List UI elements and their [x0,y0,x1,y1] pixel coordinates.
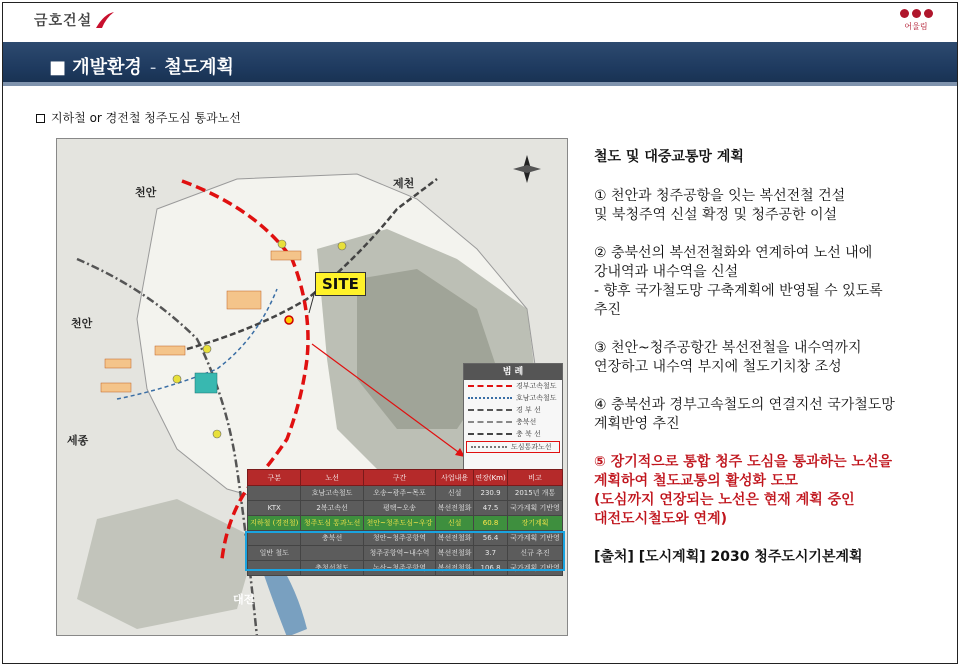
page-title-text: 철도계획 [164,57,234,78]
table-cell: 청주공항역~내수역 [363,546,436,561]
logo-swoosh-icon [94,10,116,30]
table-cell: 충청선철도 [301,561,363,576]
legend-item: 경 부 선 [464,404,562,416]
company-logo [34,10,116,30]
subheading [36,109,241,126]
table-cell: 47.5 [474,501,508,516]
city-label: 세종 [67,434,89,447]
title-bar [3,42,957,86]
legend-item: 호남고속철도 [464,392,562,404]
legend-item: 충 북 선 [464,428,562,440]
table-cell: 오송~광주~목포 [363,486,436,501]
table-header: 연장(Km) [474,470,508,486]
brand-mark [896,9,936,32]
plan-item-highlight: ⑤ 장기적으로 통합 청주 도심을 통과하는 노선을 계획하여 철도교통의 활성화 도모 (도심까지 연장되는 노선은 현재 계획 중인 대전도시철도와 연계) [594,454,893,527]
site-label: SITE [315,272,366,296]
plan-item: ④ 충북선과 경부고속철도의 연결지선 국가철도망 계획반영 추진 [594,397,895,432]
table-cell: 충북선 [301,531,363,546]
table-header-row [248,470,563,486]
table-header: 사업내용 [436,470,474,486]
table-cell: 106.8 [474,561,508,576]
map-legend [463,363,563,471]
title-separator: - [149,57,157,78]
plan-heading: 철도 및 대중교통망 계획 [594,149,744,165]
table-cell: 지하철 (경전철) [248,516,301,531]
table-header: 비고 [508,470,563,486]
table-cell: 국가계획 기반영 [508,561,563,576]
city-label: 천안 [135,186,157,199]
table-row [248,486,563,501]
table-cell: 신규 추진 [508,546,563,561]
table-row [248,501,563,516]
table-header: 구간 [363,470,436,486]
table-cell: 국가계획 기반영 [508,531,563,546]
table-row [248,516,563,531]
table-header: 구분 [248,470,301,486]
brand-dots-icon [896,9,936,18]
table-cell: 천안~청주도심~우강 [363,516,436,531]
plan-text [594,148,944,567]
legend-title: 범 례 [464,364,562,380]
source-citation: [출처] [도시계획] 2030 청주도시기본계획 [594,549,863,565]
table-cell: 일반 철도 [248,546,301,561]
table-cell: 청안~청주공항역 [363,531,436,546]
table-cell: 호남고속철도 [301,486,363,501]
subheading-text: 지하철 or 경전철 청주도심 통과노선 [51,111,241,125]
table-cell: 56.4 [474,531,508,546]
table-cell: 복선전철화 [436,501,474,516]
table-cell: KTX [248,501,301,516]
table-cell: 장기계획 [508,516,563,531]
plan-item: ① 천안과 청주공항을 잇는 복선전철 건설 및 북청주역 신설 확정 및 청주공한 이설 [594,188,846,223]
table-cell: 평택~오송 [363,501,436,516]
highlight-box [245,531,565,571]
section-label: ■ 개발환경 [49,57,142,78]
plan-item: ③ 천안~청주공항간 복선전철을 내수역까지 연장하고 내수역 부지에 철도기치창 조성 [594,340,862,375]
table-cell: 복선전철화 [436,531,474,546]
city-label: 천안 [71,317,93,330]
page-title [49,53,234,79]
legend-item: 경부고속철도 [464,380,562,392]
plan-item: ② 충북선의 복선전철화와 연계하여 노선 내에 강내역과 내수역을 신설 - 향후 국가철도망 구축계획에 반영될 수 있도록 추진 [594,245,883,318]
table-cell: 신설 [436,486,474,501]
brand-label: 어울림 [904,22,928,31]
checkbox-icon [36,114,45,123]
table-cell: 청주도심 통과노선 [301,516,363,531]
legend-item-highlight: 도심통과노선 [466,441,560,453]
logo-text: 금호건설 [34,13,93,29]
table-cell: 2복고속선 [301,501,363,516]
table-cell: 국가계획 기반영 [508,501,563,516]
table-cell: 복선전철화 [436,546,474,561]
table-cell: 3.7 [474,546,508,561]
table-cell [248,486,301,501]
legend-item: 충북선 [464,416,562,428]
city-label: 대전 [233,593,255,606]
table-cell: 60.8 [474,516,508,531]
city-label: 제천 [393,177,415,190]
table-cell: 복선전철화 [436,561,474,576]
table-header: 노선 [301,470,363,486]
table-cell: 2015년 개통 [508,486,563,501]
table-cell: 논산~청주공항역 [363,561,436,576]
railway-map [56,138,568,636]
table-cell: 신설 [436,516,474,531]
table-cell: 230.9 [474,486,508,501]
